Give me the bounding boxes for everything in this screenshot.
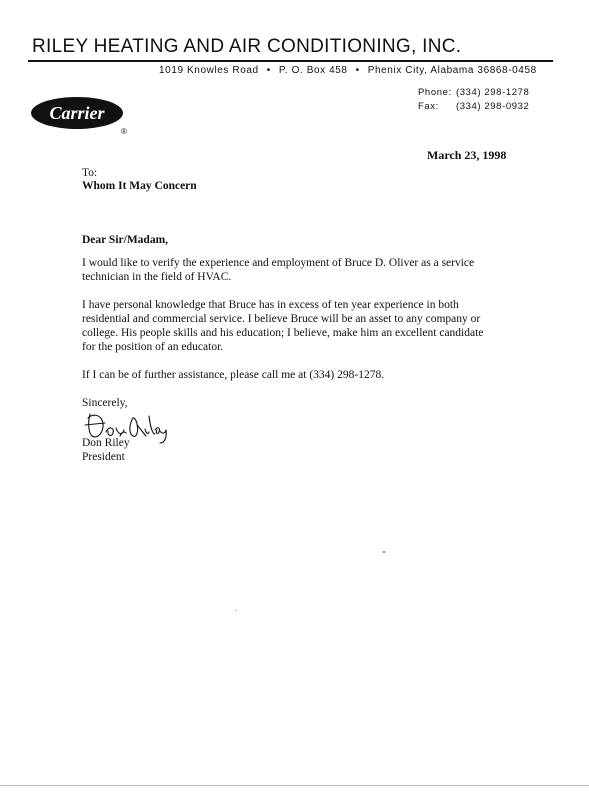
- salutation: Dear Sir/Madam,: [82, 234, 169, 246]
- address-separator: •: [355, 65, 360, 76]
- signer-title: President: [82, 451, 125, 463]
- company-name: RILEY HEATING AND AIR CONDITIONING, INC.: [32, 36, 462, 57]
- paragraph-2-line-2: residential and commercial service. I believe Bruce will be an asset to any company or: [82, 313, 481, 325]
- paragraph-2-line-1: I have personal knowledge that Bruce has in excess of ten year experience in both: [82, 299, 459, 311]
- phone-line: [418, 87, 529, 98]
- paragraph-1-line-1: I would like to verify the experience and employment of Bruce D. Oliver as a service: [82, 257, 475, 269]
- to-recipient: Whom It May Concern: [82, 180, 197, 192]
- phone-label: Phone:: [418, 87, 452, 98]
- to-label: To:: [82, 167, 98, 179]
- paragraph-2-line-4: for the position of an educator.: [82, 341, 224, 353]
- paragraph-1-line-2: technician in the field of HVAC.: [82, 271, 232, 283]
- fax-line: [418, 101, 529, 112]
- scan-edge-line: [0, 785, 589, 786]
- address-street: 1019 Knowles Road: [159, 65, 259, 76]
- paragraph-2-line-3: college. His people skills and his education; I believe, make him an excellent candidate: [82, 327, 484, 339]
- paragraph-3: If I can be of further assistance, please call me at (334) 298-1278.: [82, 369, 385, 381]
- fax-value: (334) 298-0932: [456, 101, 530, 112]
- company-address: [159, 65, 537, 76]
- scan-speck: [236, 610, 237, 611]
- phone-value: (334) 298-1278: [456, 87, 530, 98]
- scan-speck: [383, 551, 385, 553]
- address-city: Phenix City, Alabama 36868-0458: [367, 65, 537, 76]
- letterhead-rule: [28, 60, 553, 62]
- signer-name: Don Riley: [82, 437, 130, 449]
- carrier-logo-text: Carrier: [49, 103, 105, 123]
- carrier-logo: [30, 95, 132, 137]
- letter-date: March 23, 1998: [427, 148, 507, 162]
- address-box: P. O. Box 458: [278, 65, 348, 76]
- fax-label: Fax:: [418, 101, 439, 112]
- registered-mark: ®: [121, 127, 127, 136]
- address-separator: •: [266, 65, 271, 76]
- closing: Sincerely,: [82, 397, 128, 409]
